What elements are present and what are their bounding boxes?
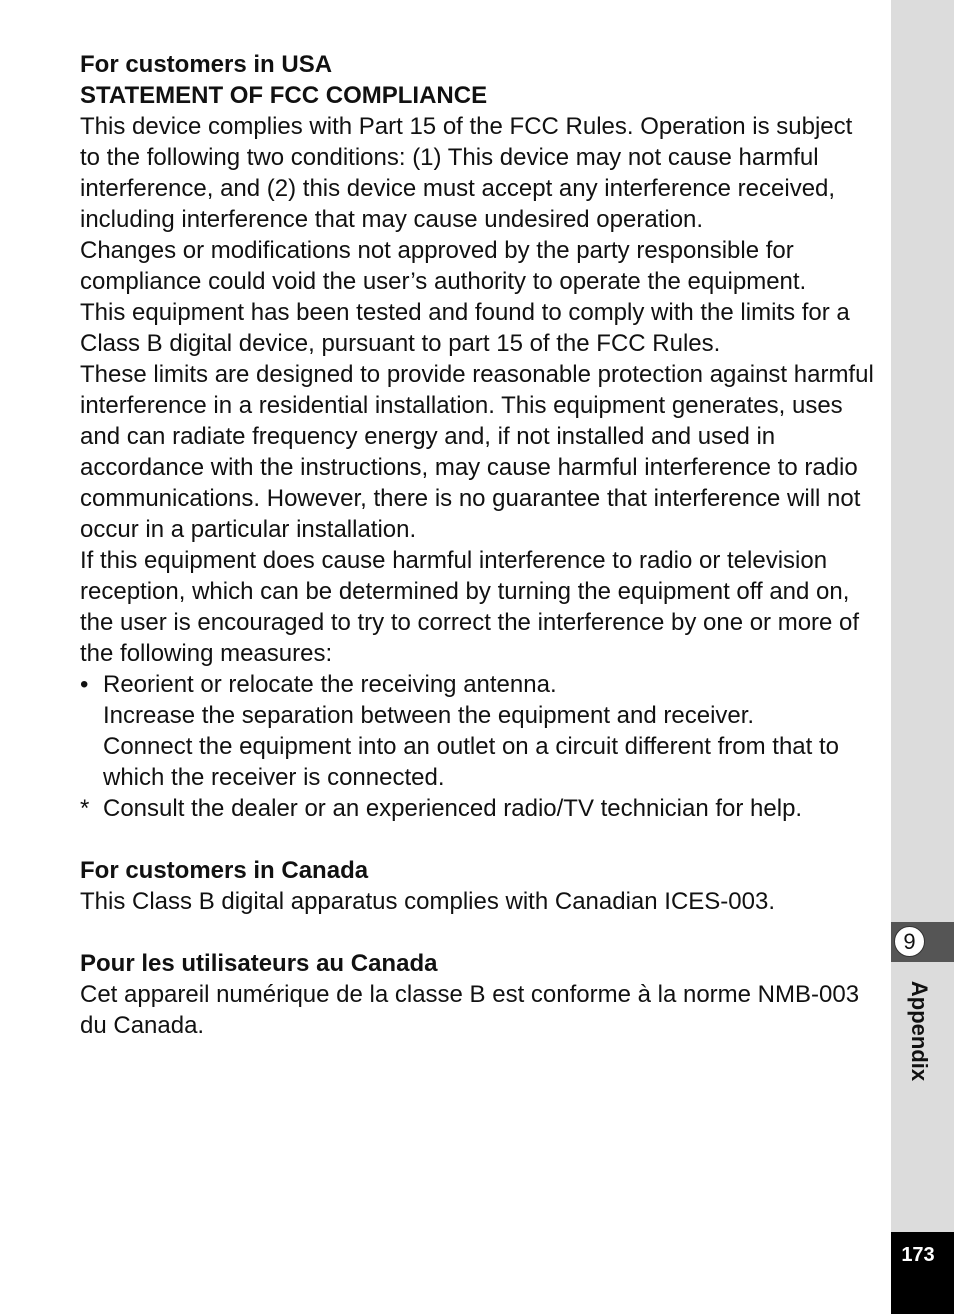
- fcc-paragraph-3: This equipment has been tested and found to comply with the limits for a Class B digital device, pursuant to part 15 of the FCC Rules.: [80, 299, 850, 357]
- chapter-sidebar: [891, 0, 954, 1314]
- main-content: [80, 49, 875, 1041]
- chapter-label: Appendix: [907, 980, 932, 1082]
- measure-note-item: [80, 793, 875, 824]
- canada-text: This Class B digital apparatus complies with Canadian ICES-003.: [80, 888, 776, 915]
- measure-increase-separation: Increase the separation between the equipment and receiver.: [103, 702, 755, 729]
- canada-heading: For customers in Canada: [80, 857, 369, 884]
- fcc-paragraph-5: If this equipment does cause harmful interference to radio or television reception, which can be determined by turning the equipment off and on, the user is encouraged to try to correct the interference by one or more of the following measures:: [80, 547, 860, 667]
- bullet-marker: •: [80, 671, 89, 698]
- page-number: 173: [901, 1244, 935, 1266]
- fcc-paragraph-1: This device complies with Part 15 of the FCC Rules. Operation is subject to the following two conditions: (1) This device may not cause harmful interference, and (2) this device must accept any interference received, including interference that may cause undesired operation.: [80, 113, 853, 233]
- measure-consult-dealer: Consult the dealer or an experienced radio/TV technician for help.: [103, 795, 803, 822]
- canada-fr-heading: Pour les utilisateurs au Canada: [80, 950, 438, 977]
- measure-connect-outlet: Connect the equipment into an outlet on a circuit different from that to which the receiver is connected.: [103, 733, 839, 791]
- measure-bullet-item: [80, 669, 875, 700]
- chapter-number-badge: 9: [894, 926, 925, 957]
- measure-reorient: Reorient or relocate the receiving antenna.: [103, 671, 557, 698]
- section-spacer: [80, 824, 875, 855]
- canada-fr-text: Cet appareil numérique de la classe B est conforme à la norme NMB-003 du Canada.: [80, 981, 860, 1039]
- fcc-paragraph-4: These limits are designed to provide reasonable protection against harmful interference in a residential installation. This equipment generates, uses and can radiate frequency energy and, if not installed and used in accordance with the instructions, may cause harmful interference to radio communications. However, there is no guarantee that interference will not occur in a particular installation.: [80, 361, 874, 543]
- fcc-statement-heading: STATEMENT OF FCC COMPLIANCE: [80, 82, 488, 109]
- section-spacer: [80, 917, 875, 948]
- usa-heading: For customers in USA: [80, 51, 333, 78]
- fcc-paragraph-2: Changes or modifications not approved by the party responsible for compliance could void the user’s authority to operate the equipment.: [80, 237, 807, 295]
- asterisk-marker: *: [80, 795, 90, 822]
